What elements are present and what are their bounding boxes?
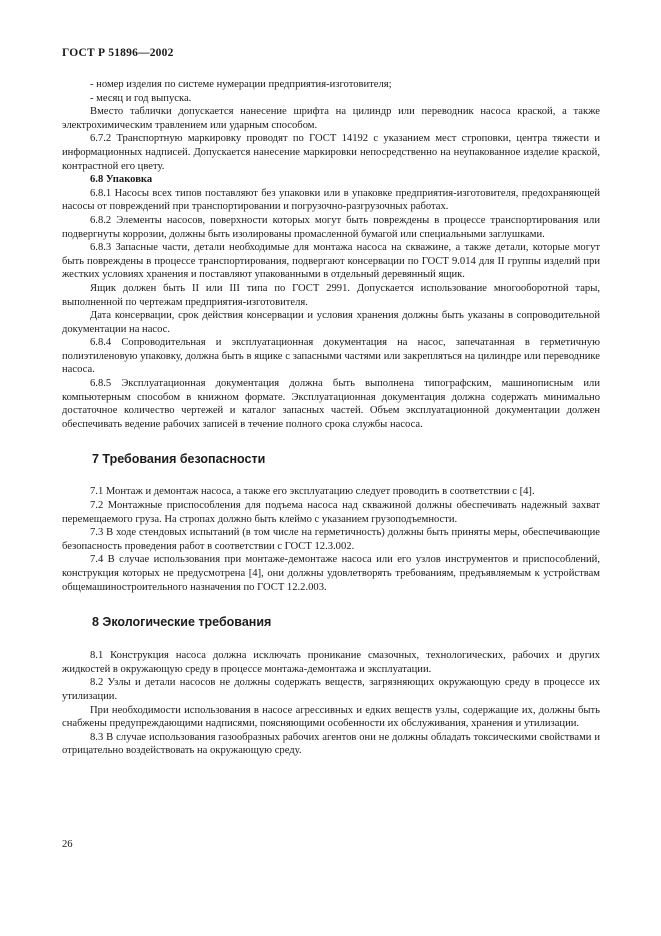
paragraph-6-8-4: 6.8.4 Сопроводительная и эксплуатационная документация на насос, запечатанная в герметичную полиэтиленовую упаковку, должна быть в ящике с запасными частями или закрепляться на цилиндре или переводнике насоса. xyxy=(62,337,600,376)
paragraph-box-type: Ящик должен быть II или III типа по ГОСТ 2991. Допускается использование многооборотной тары, выполненной по чертежам предприятия-изготовителя. xyxy=(62,282,600,308)
paragraph-8-1: 8.1 Конструкция насоса должна исключать проникание смазочных, технологических, рабочих и других жидкостей в окружающую среду в процессе монтажа-демонтажа и эксплуатации. xyxy=(62,650,600,675)
list-item-product-number: - номер изделия по системе нумерации предприятия-изготовителя; xyxy=(90,79,392,90)
paragraph-6-8-2: 6.8.2 Элементы насосов, поверхности которых могут быть повреждены в процессе транспортирования или подвергнуты коррозии, должны быть изолированы промасленной бумагой или специальными заглушками. xyxy=(62,214,600,240)
paragraph-7-1: 7.1 Монтаж и демонтаж насоса, а также его эксплуатацию следует проводить в соответствии с [4]. xyxy=(90,486,535,498)
paragraph-6-8-3: 6.8.3 Запасные части, детали необходимые для монтажа насоса на скважине, а также детали, которые могут быть повреждены в процессе транспортирования, подвергают консервации по ГОСТ 9.014 для II группы изделий при жестких условиях хранения и поставляют упакованными в отдельный деревянный ящик. xyxy=(62,242,600,281)
section-heading-safety: 7 Требования безопасности xyxy=(92,452,266,467)
paragraph-aggressive-substances: При необходимости использования в насосе агрессивных и едких веществ узлы, содержащие их, должны быть снабжены предупреждающими надписями, поясняющими особенности их обслуживания, хранения и утилизации. xyxy=(62,704,600,730)
section-heading-ecology: 8 Экологические требования xyxy=(92,615,272,630)
paragraph-plate-alternative: Вместо таблички допускается нанесение шрифта на цилиндр или переводник насоса краской, а также электрохимическим травлением или ударным способом. xyxy=(62,106,600,131)
subsection-heading-6-8: 6.8 Упаковка xyxy=(90,174,153,186)
paragraph-6-8-1: 6.8.1 Насосы всех типов поставляют без упаковки или в упаковке предприятия-изготовителя, предохраняющей насосы от повреждений при транспортировании и погрузочно-разгрузочных работах. xyxy=(62,187,600,213)
standard-code-header: ГОСТ Р 51896—2002 xyxy=(62,47,174,59)
paragraph-conservation-date: Дата консервации, срок действия консервации и условия хранения должны быть указаны в сопроводительной документации на насос. xyxy=(62,310,600,335)
paragraph-8-2: 8.2 Узлы и детали насосов не должны содержать веществ, загрязняющих окружающую среду в процессе их утилизации. xyxy=(62,677,600,702)
document-body xyxy=(62,78,600,758)
paragraph-6-7-2: 6.7.2 Транспортную маркировку проводят по ГОСТ 14192 с указанием мест строповки, центра тяжести и информационных надписей. Допускается нанесение маркировки непосредственно на неупакованное изделие краской, контрастной его цвету. xyxy=(62,133,600,172)
paragraph-7-2: 7.2 Монтажные приспособления для подъема насоса над скважиной должны обеспечивать надежный захват перемещаемого груза. На стропах должно быть клеймо с указанием грузоподъемности. xyxy=(62,500,600,525)
paragraph-7-3: 7.3 В ходе стендовых испытаний (в том числе на герметичность) должны быть приняты меры, обеспечивающие безопасность проведения работ в соответствии с ГОСТ 12.3.002. xyxy=(62,527,600,552)
paragraph-6-8-5: 6.8.5 Эксплуатационная документация должна быть выполнена типографским, машинописным или компьютерным способом в книжном формате. Эксплуатационная документация должна содержать минимально достаточное количество чертежей и каталог запасных частей. Объем эксплуатационной документации должен обеспечивать ведение рабочих записей в течение полного срока службы насоса. xyxy=(62,378,600,430)
paragraph-8-3: 8.3 В случае использования газообразных рабочих агентов они не должны обладать токсическими свойствами и отрицательно воздействовать на окружающую среду. xyxy=(62,731,600,757)
list-item-release-date: - месяц и год выпуска. xyxy=(90,92,192,104)
paragraph-7-4: 7.4 В случае использования при монтаже-демонтаже насоса или его узлов инструментов и приспособлений, конструкция которых не предусмотрена [4], они должны удовлетворять требованиям, предъявляемым к устройствам общемашиностроительного назначения по ГОСТ 12.2.003. xyxy=(62,554,600,593)
page-number: 26 xyxy=(62,839,73,850)
